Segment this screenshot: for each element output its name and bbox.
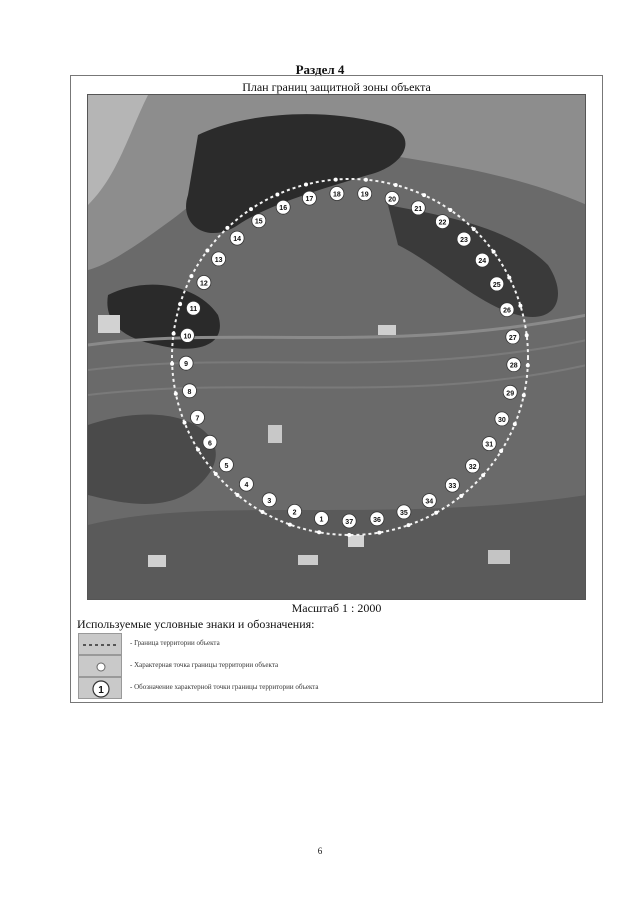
boundary-point-31 — [499, 449, 503, 453]
boundary-point-14 — [225, 226, 229, 230]
boundary-point-icon — [79, 656, 123, 678]
boundary-point-33 — [459, 494, 463, 498]
boundary-point-4 — [236, 493, 240, 497]
building-f — [148, 555, 166, 567]
point-label-7: 7 — [195, 415, 200, 423]
point-label-36: 36 — [373, 516, 381, 524]
boundary-point-26 — [518, 304, 522, 308]
point-label-32: 32 — [468, 463, 477, 471]
boundary-point-17 — [304, 183, 308, 187]
aerial-map[interactable] — [87, 94, 586, 600]
building-e — [298, 555, 318, 565]
point-label-24: 24 — [478, 258, 487, 266]
point-number-icon — [79, 678, 123, 700]
point-label-23: 23 — [460, 237, 468, 245]
point-label-28: 28 — [509, 362, 518, 370]
point-number-label: 1 — [98, 685, 104, 696]
boundary-point-7 — [183, 421, 187, 425]
point-label-4: 4 — [244, 482, 249, 490]
point-label-8: 8 — [187, 388, 192, 396]
map-canvas — [88, 95, 586, 600]
boundary-point-19 — [364, 178, 368, 182]
map-scale: Масштаб 1 : 2000 — [291, 601, 382, 615]
boundary-point-27 — [525, 333, 529, 337]
legend-swatch-number — [78, 677, 122, 699]
point-label-25: 25 — [492, 281, 501, 289]
boundary-point-1 — [317, 530, 321, 534]
boundary-point-11 — [178, 302, 182, 306]
boundary-point-21 — [422, 193, 426, 197]
legend-text-point: - Характерная точка границы территории объекта — [130, 661, 279, 669]
boundary-point-9 — [170, 362, 174, 366]
legend-heading: Используемые условные знаки и обозначения: — [77, 617, 315, 631]
boundary-point-28 — [526, 363, 530, 367]
point-label-22: 22 — [438, 219, 447, 227]
legend-swatch-point — [78, 655, 122, 677]
point-label-14: 14 — [233, 236, 241, 244]
point-label-13: 13 — [214, 256, 223, 264]
legend-text-number: - Обозначение характерной точки границы территории объекта — [130, 683, 319, 691]
point-label-34: 34 — [425, 498, 434, 506]
map-title: План границ защитной зоны объекта — [242, 80, 431, 94]
building-a — [98, 315, 120, 333]
boundary-point-34 — [434, 511, 438, 515]
boundary-point-6 — [196, 448, 200, 452]
point-label-17: 17 — [305, 196, 314, 204]
point-label-20: 20 — [388, 196, 396, 204]
building-g — [488, 550, 510, 564]
point-label-19: 19 — [360, 191, 369, 199]
point-label-3: 3 — [267, 497, 272, 505]
page-number: 6 — [317, 846, 323, 856]
building-d — [348, 535, 364, 547]
point-label-9: 9 — [184, 361, 189, 369]
point-label-37: 37 — [345, 519, 354, 526]
point-label-18: 18 — [333, 191, 341, 199]
boundary-point-36 — [377, 531, 381, 535]
section-title: Раздел 4 — [295, 62, 345, 77]
boundary-point-2 — [288, 523, 292, 527]
point-label-35: 35 — [400, 509, 408, 517]
boundary-point-3 — [261, 510, 265, 514]
boundary-point-37 — [347, 533, 351, 537]
point-label-31: 31 — [485, 441, 494, 449]
point-label-29: 29 — [506, 390, 515, 398]
point-label-27: 27 — [508, 334, 517, 342]
boundary-point-23 — [472, 227, 476, 231]
point-label-2: 2 — [292, 509, 297, 517]
point-label-21: 21 — [414, 205, 423, 213]
boundary-point-12 — [189, 274, 193, 278]
boundary-point-20 — [394, 183, 398, 187]
point-label-12: 12 — [200, 280, 208, 288]
boundary-point-16 — [275, 193, 279, 197]
boundary-point-22 — [448, 208, 452, 212]
point-label-26: 26 — [503, 307, 511, 315]
legend-swatch-boundary — [78, 633, 122, 655]
point-label-15: 15 — [254, 218, 263, 226]
boundary-point-25 — [507, 276, 511, 280]
boundary-point-32 — [481, 473, 485, 477]
point-label-16: 16 — [279, 205, 288, 213]
boundary-point-30 — [513, 422, 517, 426]
boundary-point-13 — [205, 249, 209, 253]
point-label-11: 11 — [189, 306, 198, 314]
boundary-line-icon — [79, 634, 123, 656]
boundary-point-18 — [334, 178, 338, 182]
point-label-5: 5 — [224, 462, 229, 470]
point-label-1: 1 — [319, 516, 324, 524]
point-label-6: 6 — [207, 440, 212, 448]
point-label-10: 10 — [183, 333, 192, 341]
boundary-point-24 — [492, 250, 496, 254]
boundary-point-29 — [522, 393, 526, 397]
point-label-33: 33 — [448, 483, 457, 491]
building-b — [378, 325, 396, 335]
boundary-point-10 — [172, 332, 176, 336]
boundary-point-8 — [174, 392, 178, 396]
boundary-point-35 — [407, 523, 411, 527]
boundary-point-5 — [214, 472, 218, 476]
building-c — [268, 425, 282, 443]
point-label-30: 30 — [498, 416, 506, 424]
legend-text-boundary: - Граница территории объекта — [130, 639, 220, 647]
boundary-point-15 — [249, 207, 253, 211]
